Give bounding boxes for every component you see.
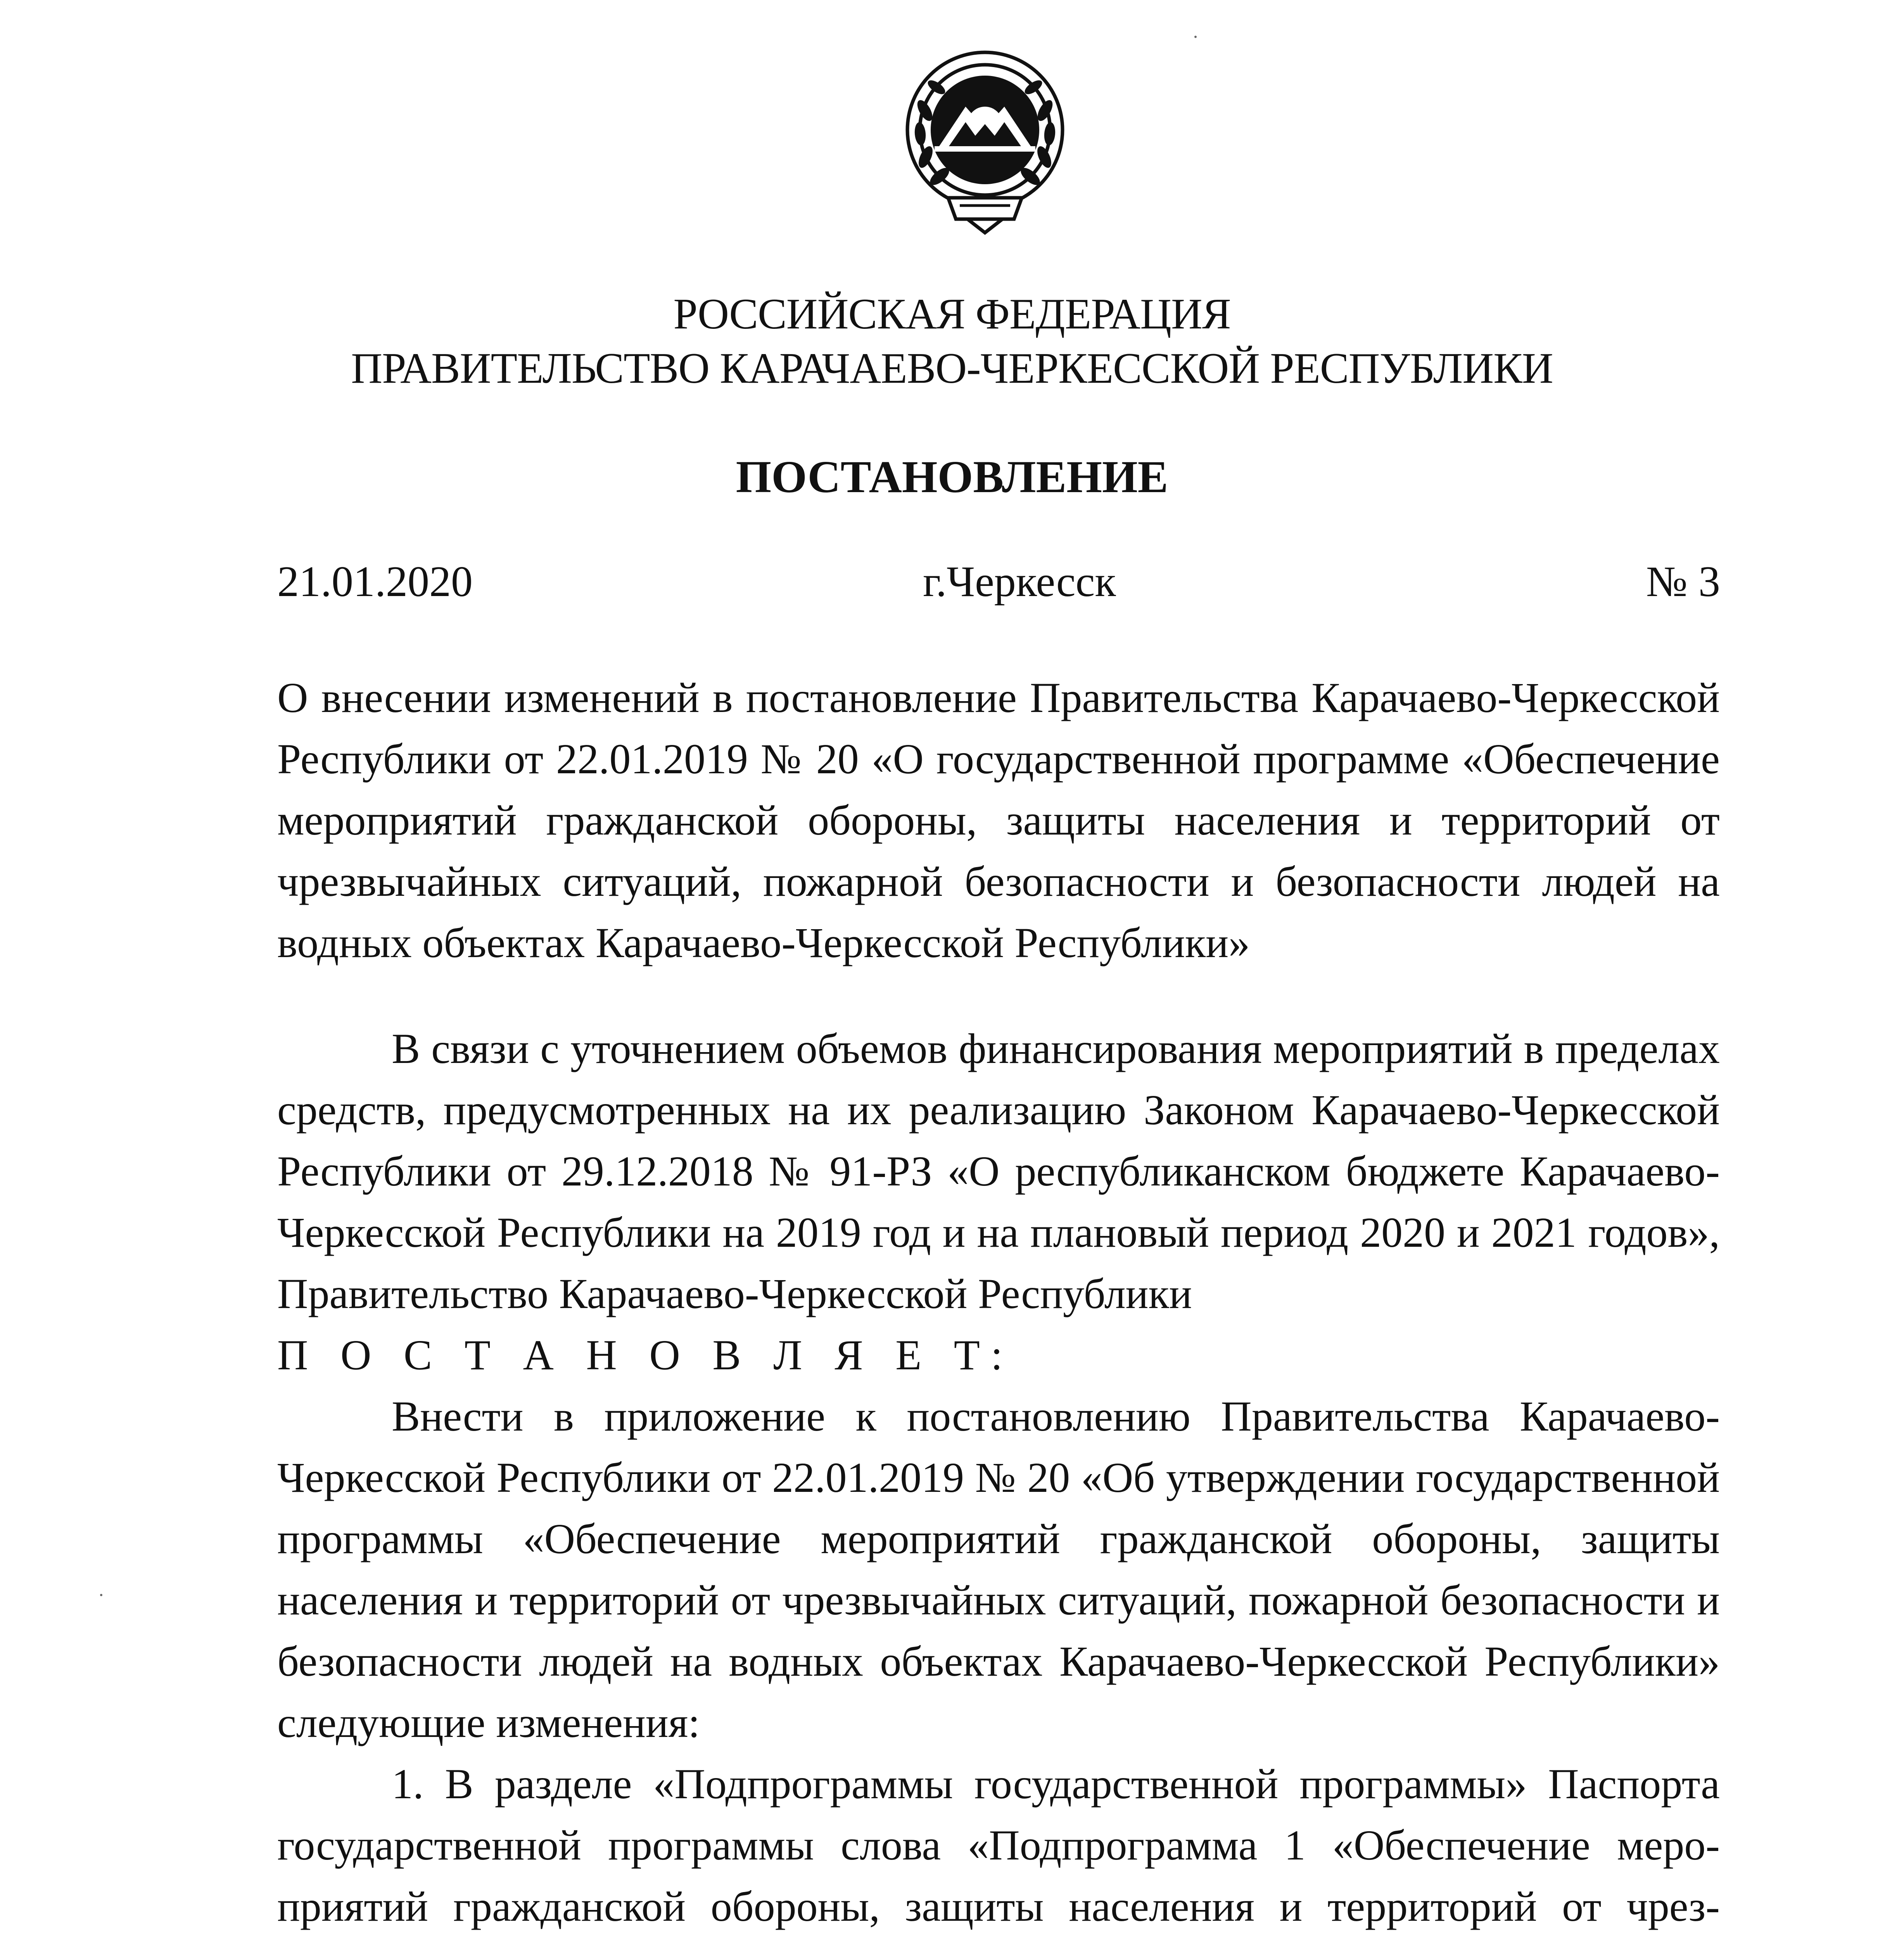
coat-of-arms-icon bbox=[902, 45, 1068, 242]
document-date: 21.01.2020 bbox=[277, 558, 473, 606]
item-1-paragraph: 1. В разделе «Подпрограммы государственной программы» Паспорта государственной программы слова «Подпрограмма 1 «Обеспечение мероприятий гражданской обороны, защиты населения и территорий от чрез bbox=[277, 1760, 1720, 1930]
scan-speck bbox=[1194, 36, 1197, 38]
document-city: г.Черкесск bbox=[923, 558, 1116, 606]
document-subject: О внесении изменений в постановление Правительства Карачаево-Черкесской Республики от 22.01.2019 № 20 «О государственной программе «Обеспечение мероприятий гражданской обороны, защиты населения и территорий от чрезвычайных ситуаций, пожарной безопасности и безопасности людей на водных объектах Карачаево-Черкесской Республики» bbox=[277, 674, 1720, 966]
country-heading: РОССИЙСКАЯ ФЕДЕРАЦИЯ bbox=[673, 290, 1231, 338]
preamble-paragraph: В связи с уточнением объемов финансирования мероприятий в пределах средств, предусмотренных на их реализацию Законом Карачаево-Черкесской Республики от 29.12.2018 № 91-РЗ «О республиканском бюджете Карачаево-Черкесской Республики на 2019 год и на плановый период 2020 и 2021 годов», Правительство Карачаево-Черкесской Республики bbox=[277, 1025, 1720, 1317]
document-number: № 3 bbox=[1646, 558, 1720, 606]
scan-speck bbox=[100, 1594, 102, 1596]
government-heading: ПРАВИТЕЛЬСТВО КАРАЧАЕВО-ЧЕРКЕССКОЙ РЕСПУБЛИКИ bbox=[351, 344, 1553, 392]
document-type-title: ПОСТАНОВЛЕНИЕ bbox=[736, 451, 1168, 502]
resolves-line: П О С Т А Н О В Л Я Е Т: bbox=[277, 1331, 1014, 1379]
document-subject-block bbox=[277, 667, 1720, 973]
document-body bbox=[277, 1018, 1720, 1939]
intro-paragraph: Внести в приложение к постановлению Правительства Карачаево-Черкесской Республики от 22.01.2019 № 20 «Об утверждении государственной программы «Обеспечение мероприятий гражданской обороны, защиты населения и территорий от чрезвычайных ситуаций, пожарной безопасности и безопасности людей на водных объектах Карачаево-Черкесской Республики» следующие изменения: bbox=[277, 1393, 1720, 1746]
